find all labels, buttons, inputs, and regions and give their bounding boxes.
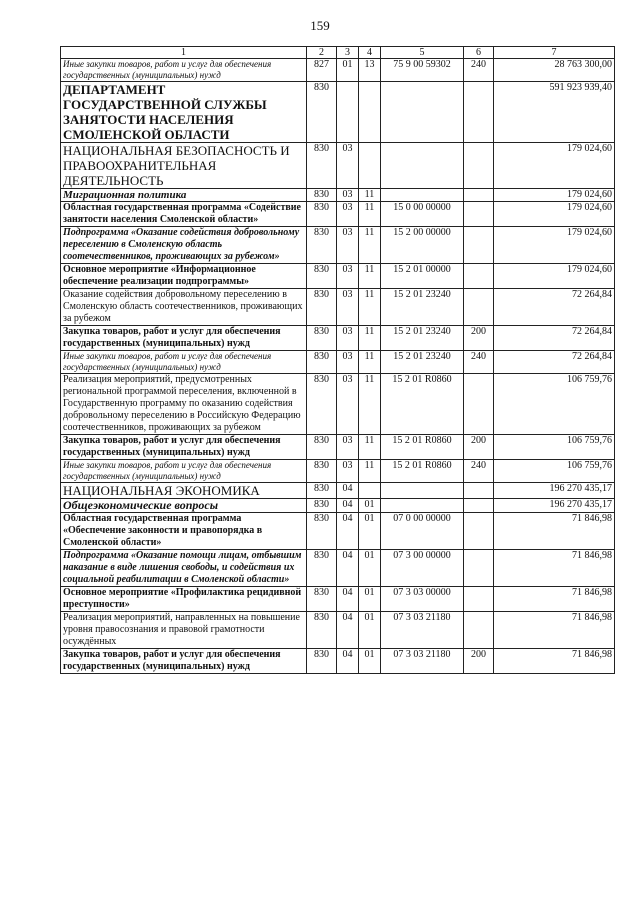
table-row: [61, 374, 615, 435]
amount-cell: 196 270 435,17: [494, 499, 615, 513]
admin-code-cell: 830: [307, 587, 337, 612]
section-cell: 04: [337, 587, 359, 612]
row-name-cell: Общеэкономические вопросы: [61, 499, 307, 513]
target-article-cell: 15 2 01 R0860: [381, 374, 464, 435]
header-col-4: 4: [359, 47, 381, 59]
subsection-cell: 11: [359, 227, 381, 264]
amount-cell: 196 270 435,17: [494, 483, 615, 499]
subsection-cell: 01: [359, 649, 381, 674]
expense-type-cell: [464, 143, 494, 189]
amount-cell: 72 264,84: [494, 351, 615, 374]
section-cell: [337, 82, 359, 143]
section-cell: 03: [337, 435, 359, 460]
target-article-cell: 15 2 01 00000: [381, 264, 464, 289]
target-article-cell: 07 3 03 21180: [381, 649, 464, 674]
amount-cell: 179 024,60: [494, 227, 615, 264]
expense-type-cell: 200: [464, 435, 494, 460]
row-name-cell: НАЦИОНАЛЬНАЯ БЕЗОПАСНОСТЬ И ПРАВООХРАНИТЕЛЬНАЯ ДЕЯТЕЛЬНОСТЬ: [61, 143, 307, 189]
subsection-cell: 01: [359, 587, 381, 612]
section-cell: 04: [337, 612, 359, 649]
target-article-cell: 07 3 03 00000: [381, 587, 464, 612]
amount-cell: 179 024,60: [494, 264, 615, 289]
admin-code-cell: 830: [307, 550, 337, 587]
amount-cell: 106 759,76: [494, 460, 615, 483]
expense-type-cell: 240: [464, 351, 494, 374]
table-row: [61, 351, 615, 374]
table-row: [61, 587, 615, 612]
row-name-cell: Реализация мероприятий, направленных на повышение уровня правосознания и правовой грамотности осуждённых: [61, 612, 307, 649]
row-name-cell: Подпрограмма «Оказание содействия добровольному переселению в Смоленскую область соотечественников, проживающих за рубежом»: [61, 227, 307, 264]
target-article-cell: 15 2 01 23240: [381, 351, 464, 374]
target-article-cell: 15 2 01 R0860: [381, 435, 464, 460]
admin-code-cell: 830: [307, 460, 337, 483]
section-cell: 04: [337, 499, 359, 513]
subsection-cell: 11: [359, 351, 381, 374]
subsection-cell: 11: [359, 289, 381, 326]
target-article-cell: 15 2 00 00000: [381, 227, 464, 264]
section-cell: 03: [337, 351, 359, 374]
admin-code-cell: 830: [307, 202, 337, 227]
section-cell: 04: [337, 550, 359, 587]
row-name-cell: Иные закупки товаров, работ и услуг для обеспечения государственных (муниципальных) нужд: [61, 351, 307, 374]
section-cell: 04: [337, 513, 359, 550]
table-row: [61, 227, 615, 264]
section-cell: 03: [337, 202, 359, 227]
amount-cell: 71 846,98: [494, 587, 615, 612]
expense-type-cell: [464, 289, 494, 326]
row-name-cell: Областная государственная программа «Содействие занятости населения Смоленской области»: [61, 202, 307, 227]
amount-cell: 106 759,76: [494, 374, 615, 435]
subsection-cell: 11: [359, 374, 381, 435]
admin-code-cell: 830: [307, 289, 337, 326]
target-article-cell: [381, 189, 464, 202]
amount-cell: 179 024,60: [494, 143, 615, 189]
table-row: [61, 82, 615, 143]
amount-cell: 72 264,84: [494, 289, 615, 326]
subsection-cell: 13: [359, 59, 381, 82]
row-name-cell: Основное мероприятие «Профилактика рецидивной преступности»: [61, 587, 307, 612]
budget-table: [60, 46, 615, 674]
admin-code-cell: 827: [307, 59, 337, 82]
section-cell: 03: [337, 460, 359, 483]
table-row: [61, 143, 615, 189]
section-cell: 03: [337, 264, 359, 289]
target-article-cell: 15 2 01 R0860: [381, 460, 464, 483]
table-row: [61, 435, 615, 460]
admin-code-cell: 830: [307, 483, 337, 499]
row-name-cell: Миграционная политика: [61, 189, 307, 202]
table-row: [61, 59, 615, 82]
admin-code-cell: 830: [307, 351, 337, 374]
section-cell: 04: [337, 649, 359, 674]
row-name-cell: Закупка товаров, работ и услуг для обеспечения государственных (муниципальных) нужд: [61, 649, 307, 674]
expense-type-cell: [464, 587, 494, 612]
admin-code-cell: 830: [307, 143, 337, 189]
table-row: [61, 202, 615, 227]
table-row: [61, 513, 615, 550]
table-row: [61, 649, 615, 674]
subsection-cell: 01: [359, 499, 381, 513]
row-name-cell: Оказание содействия добровольному переселению в Смоленскую область соотечественников, проживающих за рубежом: [61, 289, 307, 326]
expense-type-cell: [464, 264, 494, 289]
row-name-cell: Закупка товаров, работ и услуг для обеспечения государственных (муниципальных) нужд: [61, 435, 307, 460]
expense-type-cell: [464, 550, 494, 587]
section-cell: 03: [337, 143, 359, 189]
row-name-cell: Иные закупки товаров, работ и услуг для обеспечения государственных (муниципальных) нужд: [61, 59, 307, 82]
expense-type-cell: [464, 202, 494, 227]
header-col-5: 5: [381, 47, 464, 59]
expense-type-cell: [464, 612, 494, 649]
admin-code-cell: 830: [307, 82, 337, 143]
amount-cell: 179 024,60: [494, 202, 615, 227]
admin-code-cell: 830: [307, 649, 337, 674]
amount-cell: 106 759,76: [494, 435, 615, 460]
expense-type-cell: [464, 374, 494, 435]
amount-cell: 71 846,98: [494, 513, 615, 550]
target-article-cell: 07 3 00 00000: [381, 550, 464, 587]
expense-type-cell: [464, 483, 494, 499]
target-article-cell: 75 9 00 59302: [381, 59, 464, 82]
subsection-cell: 11: [359, 460, 381, 483]
table-row: [61, 189, 615, 202]
amount-cell: 591 923 939,40: [494, 82, 615, 143]
subsection-cell: [359, 143, 381, 189]
subsection-cell: [359, 483, 381, 499]
header-col-2: 2: [307, 47, 337, 59]
section-cell: 01: [337, 59, 359, 82]
amount-cell: 28 763 300,00: [494, 59, 615, 82]
expense-type-cell: 240: [464, 59, 494, 82]
table-body: [61, 59, 615, 674]
target-article-cell: 07 0 00 00000: [381, 513, 464, 550]
table-row: [61, 460, 615, 483]
amount-cell: 71 846,98: [494, 612, 615, 649]
admin-code-cell: 830: [307, 264, 337, 289]
section-cell: 03: [337, 289, 359, 326]
row-name-cell: Областная государственная программа «Обеспечение законности и правопорядка в Смоленской области»: [61, 513, 307, 550]
row-name-cell: ДЕПАРТАМЕНТ ГОСУДАРСТВЕННОЙ СЛУЖБЫ ЗАНЯТОСТИ НАСЕЛЕНИЯ СМОЛЕНСКОЙ ОБЛАСТИ: [61, 82, 307, 143]
expense-type-cell: 200: [464, 649, 494, 674]
table-row: [61, 483, 615, 499]
header-col-7: 7: [494, 47, 615, 59]
header-col-6: 6: [464, 47, 494, 59]
row-name-cell: НАЦИОНАЛЬНАЯ ЭКОНОМИКА: [61, 483, 307, 499]
expense-type-cell: 200: [464, 326, 494, 351]
section-cell: 03: [337, 189, 359, 202]
admin-code-cell: 830: [307, 513, 337, 550]
expense-type-cell: [464, 499, 494, 513]
expense-type-cell: [464, 189, 494, 202]
row-name-cell: Закупка товаров, работ и услуг для обеспечения государственных (муниципальных) нужд: [61, 326, 307, 351]
target-article-cell: [381, 499, 464, 513]
target-article-cell: 15 2 01 23240: [381, 289, 464, 326]
section-cell: 03: [337, 374, 359, 435]
table-row: [61, 264, 615, 289]
expense-type-cell: [464, 513, 494, 550]
admin-code-cell: 830: [307, 612, 337, 649]
subsection-cell: 01: [359, 612, 381, 649]
amount-cell: 71 846,98: [494, 550, 615, 587]
subsection-cell: 11: [359, 202, 381, 227]
row-name-cell: Реализация мероприятий, предусмотренных региональной программой переселения, включенной в Государственную программу по оказанию содействия добровольному переселению в Российскую Федерацию соотечественников, проживающих за рубежом: [61, 374, 307, 435]
header-row: [61, 47, 615, 59]
subsection-cell: 11: [359, 264, 381, 289]
target-article-cell: [381, 82, 464, 143]
subsection-cell: 01: [359, 550, 381, 587]
header-col-3: 3: [337, 47, 359, 59]
expense-type-cell: [464, 227, 494, 264]
expense-type-cell: 240: [464, 460, 494, 483]
row-name-cell: Иные закупки товаров, работ и услуг для обеспечения государственных (муниципальных) нужд: [61, 460, 307, 483]
table-row: [61, 550, 615, 587]
page-number: 159: [310, 18, 330, 33]
admin-code-cell: 830: [307, 435, 337, 460]
row-name-cell: Основное мероприятие «Информационное обеспечение реализации подпрограммы»: [61, 264, 307, 289]
target-article-cell: 15 0 00 00000: [381, 202, 464, 227]
target-article-cell: [381, 483, 464, 499]
subsection-cell: 11: [359, 326, 381, 351]
row-name-cell: Подпрограмма «Оказание помощи лицам, отбывшим наказание в виде лишения свободы, и содействия их социальной реабилитации в Смоленской области»: [61, 550, 307, 587]
amount-cell: 72 264,84: [494, 326, 615, 351]
subsection-cell: 01: [359, 513, 381, 550]
admin-code-cell: 830: [307, 499, 337, 513]
section-cell: 03: [337, 227, 359, 264]
expense-type-cell: [464, 82, 494, 143]
header-col-1: 1: [61, 47, 307, 59]
subsection-cell: 11: [359, 189, 381, 202]
amount-cell: 71 846,98: [494, 649, 615, 674]
admin-code-cell: 830: [307, 326, 337, 351]
admin-code-cell: 830: [307, 189, 337, 202]
target-article-cell: [381, 143, 464, 189]
subsection-cell: 11: [359, 435, 381, 460]
table-row: [61, 289, 615, 326]
table-row: [61, 499, 615, 513]
section-cell: 03: [337, 326, 359, 351]
target-article-cell: 07 3 03 21180: [381, 612, 464, 649]
section-cell: 04: [337, 483, 359, 499]
amount-cell: 179 024,60: [494, 189, 615, 202]
admin-code-cell: 830: [307, 227, 337, 264]
table-row: [61, 326, 615, 351]
admin-code-cell: 830: [307, 374, 337, 435]
target-article-cell: 15 2 01 23240: [381, 326, 464, 351]
subsection-cell: [359, 82, 381, 143]
table-row: [61, 612, 615, 649]
